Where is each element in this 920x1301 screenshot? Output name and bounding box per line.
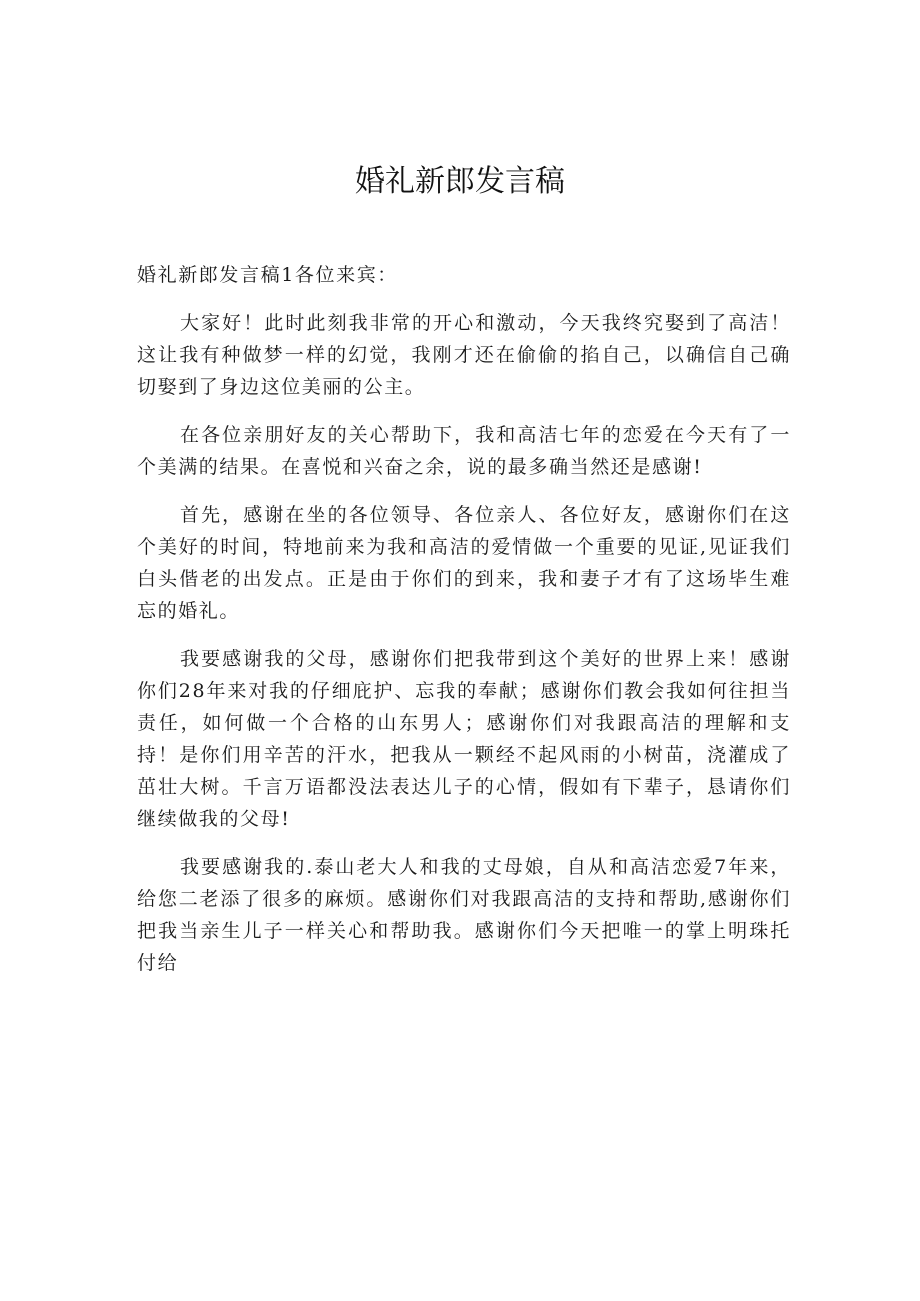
paragraph-greeting: 大家好！此时此刻我非常的开心和激动，今天我终究娶到了高洁！这让我有种做梦一样的幻觉，我刚才还在偷偷的掐自己，以确信自己确切娶到了身边这位美丽的公主。 [137, 312, 791, 398]
paragraph-thanks-intro: 在各位亲朋好友的关心帮助下，我和高洁七年的恋爱在今天有了一个美满的结果。在喜悦和兴奋之余，说的最多确当然还是感谢! [137, 424, 791, 478]
paragraph-thanks-in-laws: 我要感谢我的.泰山老大人和我的丈母娘，自从和高洁恋爱7年来，给您二老添了很多的麻烦。感谢你们对我跟高洁的支持和帮助,感谢你们把我当亲生儿子一样关心和帮助我。感谢你们今天把唯一的掌上明珠托付给 [137, 856, 791, 974]
paragraph-thanks-parents: 我要感谢我的父母，感谢你们把我带到这个美好的世界上来！感谢你们28年来对我的仔细庇护、忘我的奉献；感谢你们教会我如何往担当责任，如何做一个合格的山东男人；感谢你们对我跟高洁的理解和支持！是你们用辛苦的汗水，把我从一颗经不起风雨的小树苗，浇灌成了茁壮大树。千言万语都没法表达儿子的心情，假如有下辈子，恳请你们继续做我的父母! [137, 648, 791, 830]
document-body [137, 259, 791, 995]
document-title: 婚礼新郎发言稿 [355, 164, 565, 199]
opening-line: 婚礼新郎发言稿1各位来宾： [137, 264, 398, 286]
paragraph-thanks-guests: 首先，感谢在坐的各位领导、各位亲人、各位好友，感谢你们在这个美好的时间，特地前来为我和高洁的爱情做一个重要的见证,见证我们白头偕老的出发点。正是由于你们的到来，我和妻子才有了这场毕生难忘的婚礼。 [137, 504, 791, 622]
